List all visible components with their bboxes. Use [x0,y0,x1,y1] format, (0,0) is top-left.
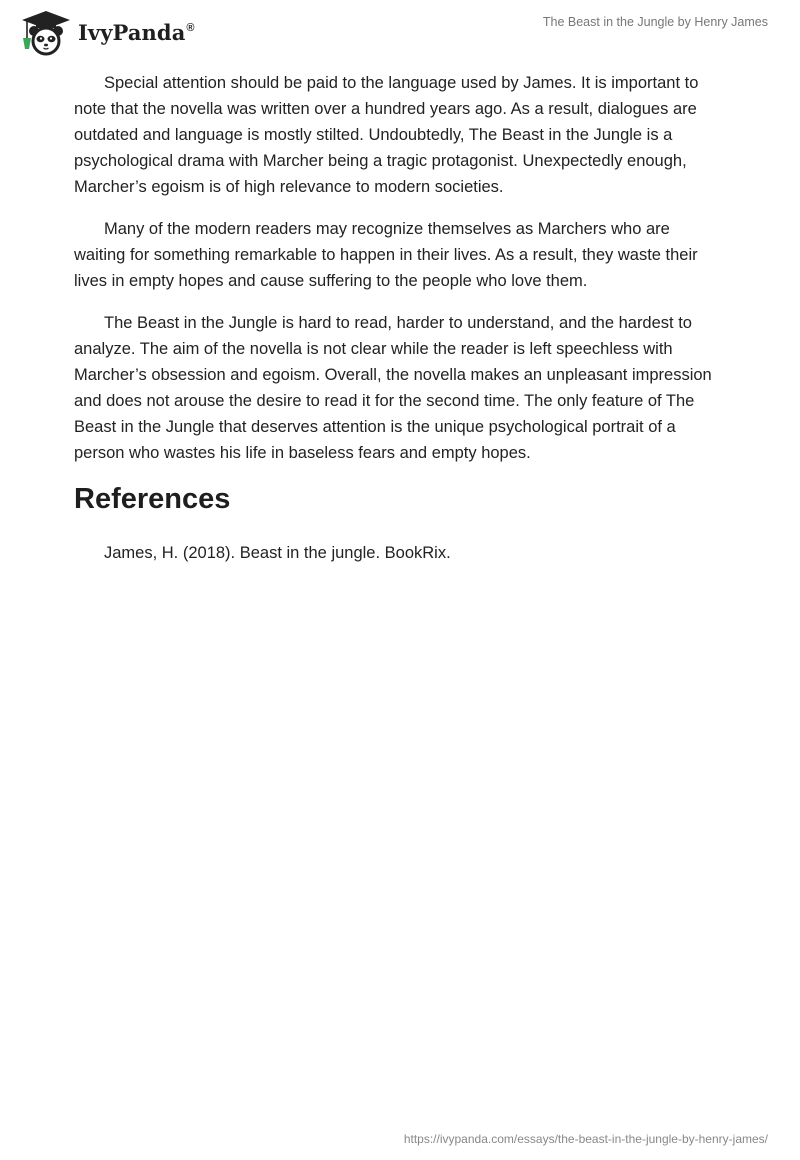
body-paragraph: Many of the modern readers may recognize themselves as Marchers who are waiting for something remarkable to happen in their lives. As a result, they waste their lives in empty hopes and cause suffering to the people who love them. [74,220,698,290]
panda-graduation-cap-icon [14,8,74,58]
body-paragraph: Special attention should be paid to the language used by James. It is important to note that the novella was written over a hundred years ago. As a result, dialogues are outdated and language is mostly stilted. Undoubtedly, The Beast in the Jungle is a psychological drama with Marcher being a tragic protagonist. Unexpectedly enough, Marcher’s egoism is of high relevance to modern societies. [74,74,699,196]
ivypanda-logo[interactable] [14,8,195,58]
page-header [0,0,800,64]
references-heading: References [74,483,231,515]
body-paragraph: The Beast in the Jungle is hard to read, harder to understand, and the hardest to analyze. The aim of the novella is not clear while the reader is left speechless with Marcher’s obsession and egoism. Overall, the novella makes an unpleasant impression and does not arouse the desire to read it for the second time. The only feature of The Beast in the Jungle that deserves attention is the unique psychological portrait of a person who wastes his life in baseless fears and empty hopes. [74,314,712,462]
reference-entry: James, H. (2018). Beast in the jungle. BookRix. [104,544,451,562]
running-title: The Beast in the Jungle by Henry James [542,15,768,29]
essay-content [74,70,724,566]
registered-mark: ® [186,21,195,34]
footer-url-link[interactable]: https://ivypanda.com/essays/the-beast-in-the-jungle-by-henry-james/ [403,1132,768,1146]
brand-name: IvyPanda® [78,19,195,45]
